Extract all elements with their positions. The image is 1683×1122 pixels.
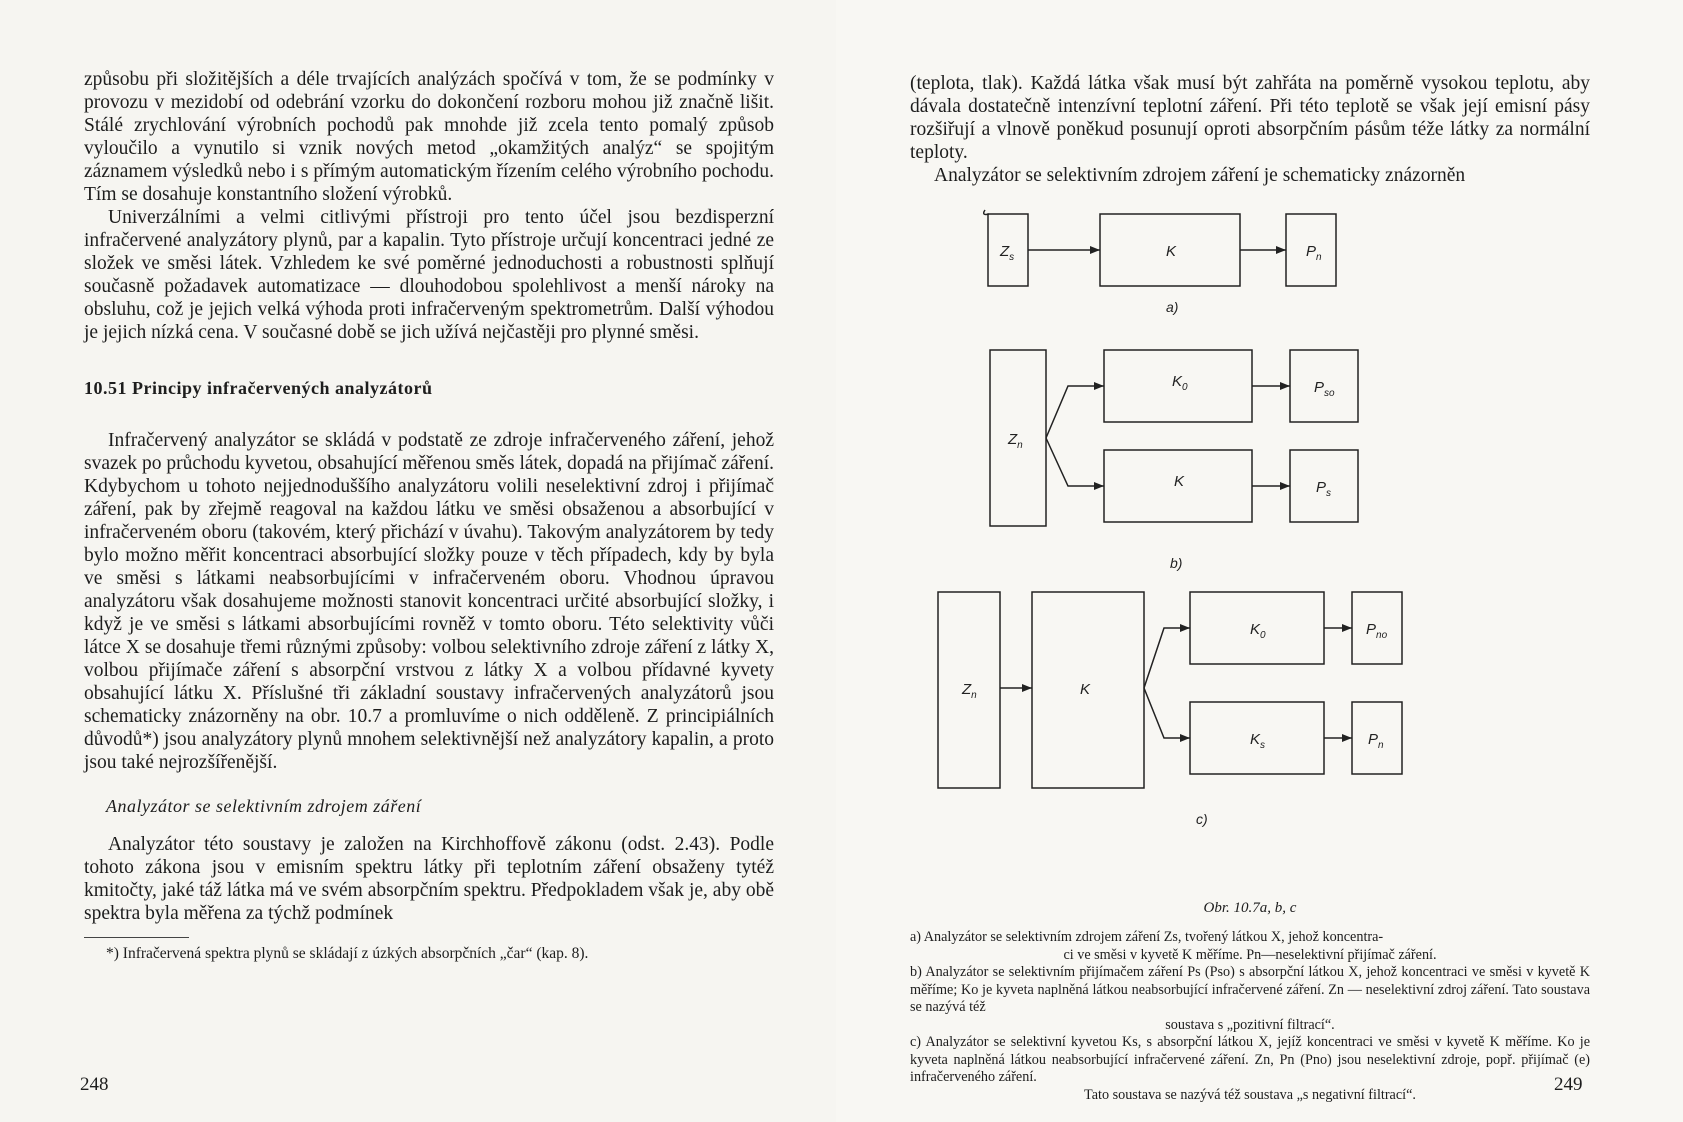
diagram-b-svg — [986, 346, 1386, 576]
arrowhead — [1180, 624, 1190, 632]
figure-caption — [910, 900, 1590, 1104]
diagram-a-svg — [980, 208, 1360, 318]
arrowhead — [1342, 624, 1352, 632]
caption-c — [910, 1034, 1590, 1104]
left-page — [0, 0, 836, 1122]
page-number-left: 248 — [80, 1074, 109, 1095]
diagram-panel-c — [932, 588, 1412, 828]
right-text-column — [910, 72, 1590, 187]
label-pn: $P_n$ — [1368, 731, 1384, 751]
caption-c-cont: Tato soustava se nazývá též soustava „s negativní filtrací“. — [1084, 1086, 1416, 1103]
label-ks: $K_s$ — [1250, 731, 1266, 751]
arrowhead — [1094, 482, 1104, 490]
beam-upper — [1046, 386, 1104, 438]
caption-b-cont: soustava s „pozitivní filtrací“. — [1165, 1016, 1335, 1033]
diagram-c-svg — [932, 588, 1412, 828]
box-source-zn — [990, 350, 1046, 526]
footnote-rule — [84, 937, 189, 938]
label-k: K — [1166, 243, 1177, 260]
section-heading: 10.51 Principy infračervených analyzátorů — [84, 378, 433, 398]
right-page — [836, 0, 1683, 1122]
diagram-panel-b — [986, 346, 1386, 576]
left-paragraph-1: způsobu při složitějších a déle trvajících analýzách spočívá v tom, že se podmínky v provozu v mezidobí od odebrání vzorku do dokončení rozboru mohou již značně lišit. Stálé zrychlování výrobních pochodů pak mnohde již zcela tento pomalý způsob vyloučilo a vynutilo si vznik nových metod „okamžitých analýz“ se spojitým záznamem výsledků nebo i s přímým automatickým řízením celého výrobního pochodu. Tím se dosahuje konstantního složení výrobků. — [84, 69, 774, 205]
arrowhead — [1342, 734, 1352, 742]
caption-b — [910, 964, 1590, 1034]
arrowhead — [1280, 482, 1290, 490]
label-pno: $P_{no}$ — [1366, 621, 1388, 641]
left-text-column — [84, 68, 774, 964]
box-receiver-pno — [1352, 592, 1402, 664]
label-ps: $P_s$ — [1316, 479, 1332, 499]
arrowhead — [1180, 734, 1190, 742]
arrowhead — [1094, 382, 1104, 390]
right-paragraph-2: Analyzátor se selektivním zdrojem záření je schematicky znázorněn — [934, 165, 1466, 186]
page-number-right: 249 — [1554, 1074, 1583, 1095]
caption-a-cont: ci ve směsi v kyvetě K měříme. Pn—neselektivní přijímač záření. — [1063, 946, 1437, 963]
label-pn: $P_n$ — [1306, 243, 1322, 263]
label-zs: $Z_s$ — [1000, 243, 1015, 263]
diagram-panel-a — [980, 208, 1360, 318]
arrowhead — [1276, 246, 1286, 254]
panel-label-a: a) — [1166, 299, 1179, 315]
label-k: K — [1080, 681, 1091, 698]
panel-label-c: c) — [1196, 811, 1208, 827]
arrowhead — [1022, 684, 1032, 692]
label-k0: $K_0$ — [1250, 621, 1266, 641]
section-paragraph: Infračervený analyzátor se skládá v podstatě ze zdroje infračerveného záření, jehož svazek po průchodu kyvetou, obsahující měřenou směs látek, dopadá na přijímač záření. Kdybychom u tohoto nejjednoduššího analyzátoru volili neselektivní zdroj i přijímač záření, pak by zřejmě reagoval na každou látku ve směsi obsaženou a absorbující v infračerveném oboru (takovém, který přichází v úvahu). Takovým analyzátorem by tedy bylo možno měřit koncentraci absorbující složky pouze v těch případech, kdy by byla ve směsi s látkami neabsorbujícími v infračerveném oboru. Vhodnou úpravou analyzátoru však dosahujeme možnosti stanovit koncentraci určité absorbující složky, i když je ve směsi s látkami absorbujícími rovněž v tomto oboru. Této selektivity vůči látce X se dosahuje třemi různými způsoby: volbou selektivního zdroje záření z látky X, volbou přijímače záření s absorpční vrstvou z látky X a volbou přídavné kyvety obsahující látku X. Příslušné tři základní soustavy infračervených analyzátorů jsou schematicky znázorněny na obr. 10.7 a promluvíme o nich odděleně. Z principiálních důvodů*) jsou analyzátory plynů mnohem selektivnější než analyzátory kapalin, a proto jsou také nejrozšířenější. — [84, 430, 774, 773]
footnote: *) Infračervená spektra plynů se skládají z úzkých absorpčních „čar“ (kap. 8). — [106, 945, 589, 962]
arrowhead — [1090, 246, 1100, 254]
right-paragraph-1: (teplota, tlak). Každá látka však musí být zahřáta na poměrně vysokou teplotu, aby dávala dostatečně intenzívní teplotní záření. Při této teplotě se však její emisní pásy rozšiřují a vlnově poněkud posunují oproti absorpčním pásům téže látky za normální teploty. — [910, 73, 1590, 163]
caption-c-main: c) Analyzátor se selektivní kyvetou Ks, s absorpční látkou X, jejíž koncentraci ve směsi v kyvetě K měříme. Ko je kyveta naplněná látkou neabsorbující infračervené záření. Zn, Pn (Pno) jsou neselektivní zdroje, popř. přijímač (e) infračerveného záření. — [910, 1034, 1590, 1085]
beam-lower — [1144, 688, 1190, 738]
figure-title: Obr. 10.7a, b, c — [1203, 900, 1297, 916]
label-zn: $Z_n$ — [1008, 431, 1023, 451]
label-pso: $P_{so}$ — [1314, 379, 1335, 399]
caption-b-main: b) Analyzátor se selektivním přijímačem záření Ps (Pso) s absorpční látkou X, jehož koncentraci ve směsi v kyvetě K měříme; Ko je kyveta naplněná látkou neabsorbující infračervené záření. Zn — neselektivní zdroj záření. Tato soustava se nazývá též — [910, 964, 1590, 1015]
caption-a-main: a) Analyzátor se selektivním zdrojem záření Zs, tvořený látkou X, jehož koncentra- — [910, 929, 1384, 945]
arrowhead — [1280, 382, 1290, 390]
label-zn: $Z_n$ — [962, 681, 977, 701]
caption-a — [910, 929, 1590, 964]
label-k: K — [1174, 473, 1185, 490]
label-k0: $K_0$ — [1172, 373, 1188, 393]
subheading: Analyzátor se selektivním zdrojem záření — [106, 796, 422, 816]
sub-paragraph: Analyzátor této soustavy je založen na Kirchhoffově zákonu (odst. 2.43). Podle tohoto zákona jsou v emisním spektru látky při teplotním záření obsaženy tytéž kmitočty, jaké táž látka má ve svém absorpčním spektru. Předpokladem však je, aby obě spektra byla měřena za týchž podmínek — [84, 834, 774, 924]
beam-lower — [1046, 438, 1104, 486]
panel-label-b: b) — [1170, 555, 1183, 571]
left-paragraph-2: Univerzálními a velmi citlivými přístroji pro tento účel jsou bezdisperzní infračervené analyzátory plynů, par a kapalin. Tyto přístroje určují koncentraci jedné ze složek ve směsi látek. Vzhledem ke své poměrné jednoduchosti a robustnosti splňují současně požadavek automatizace — dlouhodobou spolehlivost a menší nároky na obsluhu, což je jejich velká výhoda proti infračerveným spektrometrům. Další výhodou je jejich nízká cena. V současné době se jich užívá nejčastěji pro plynné směsi. — [84, 207, 774, 343]
beam-upper — [1144, 628, 1190, 688]
